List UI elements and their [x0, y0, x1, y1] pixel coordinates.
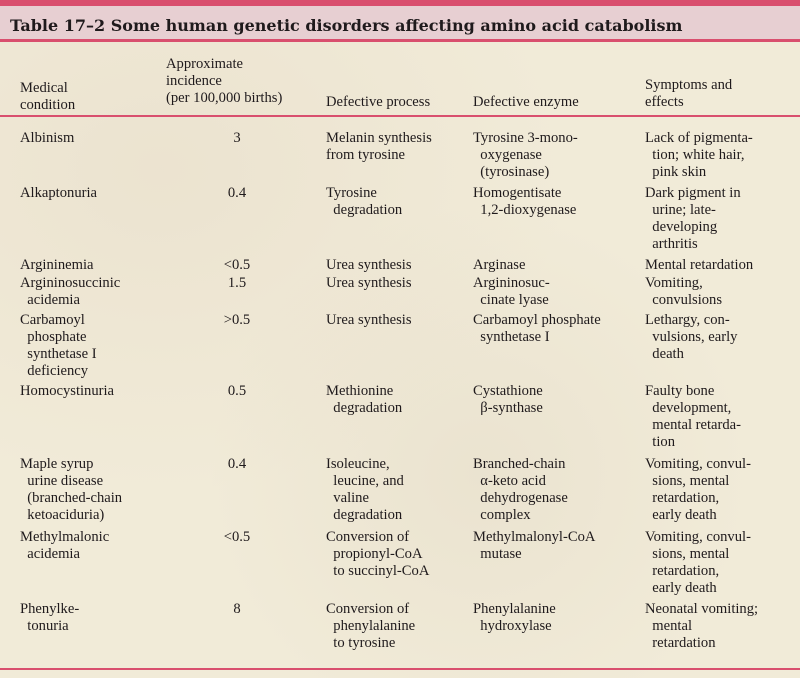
cell-enzyme: Argininosuc- cinate lyase	[473, 275, 550, 308]
cell-enzyme: Methylmalonyl-CoA mutase	[473, 529, 596, 562]
cell-condition: Argininemia	[20, 257, 94, 273]
cell-process: Conversion of phenylalanine to tyrosine	[326, 601, 416, 651]
cell-incidence: 1.5	[227, 275, 247, 291]
cell-condition: Phenylke- tonuria	[20, 601, 80, 634]
cell-process: Conversion of propionyl-CoA to succinyl-CoA	[326, 529, 430, 579]
cell-condition: Carbamoyl phosphate synthetase I deficiency	[20, 312, 97, 379]
cell-process: Urea synthesis	[326, 275, 412, 291]
cell-symptoms: Vomiting, convulsions	[645, 275, 723, 308]
cell-process: Methionine degradation	[326, 383, 403, 416]
cell-symptoms: Mental retardation	[645, 257, 754, 273]
header-defective-process: Defective process	[326, 94, 431, 110]
cell-process: Melanin synthesis from tyrosine	[326, 130, 432, 163]
cell-process: Isoleucine, leucine, and valine degradation	[326, 456, 404, 523]
header-symptoms-effects: Symptoms and effects	[645, 77, 733, 110]
cell-enzyme: Homogentisate 1,2-dioxygenase	[473, 185, 577, 218]
header-approximate-incidence: Approximate incidence (per 100,000 births)	[166, 56, 283, 106]
cell-enzyme: Arginase	[473, 257, 526, 273]
cell-incidence: 8	[233, 601, 241, 617]
cell-enzyme: Tyrosine 3-mono- oxygenase (tyrosinase)	[473, 130, 578, 180]
cell-symptoms: Dark pigment in urine; late- developing arthritis	[645, 185, 741, 252]
header-rule	[0, 115, 800, 117]
cell-condition: Albinism	[20, 130, 75, 146]
cell-incidence: 0.5	[227, 383, 247, 399]
cell-symptoms: Lack of pigmenta- tion; white hair, pink skin	[645, 130, 753, 180]
cell-condition: Methylmalonic acidemia	[20, 529, 110, 562]
cell-incidence: 0.4	[227, 456, 247, 472]
cell-process: Tyrosine degradation	[326, 185, 403, 218]
cell-incidence: <0.5	[223, 257, 251, 273]
cell-condition: Argininosuccinic acidemia	[20, 275, 121, 308]
cell-symptoms: Neonatal vomiting; mental retardation	[645, 601, 759, 651]
cell-enzyme: Cystathione β-synthase	[473, 383, 543, 416]
cell-enzyme: Branched-chain α-keto acid dehydrogenase complex	[473, 456, 568, 523]
header-defective-enzyme: Defective enzyme	[473, 94, 579, 110]
cell-symptoms: Lethargy, con- vulsions, early death	[645, 312, 738, 362]
cell-condition: Maple syrup urine disease (branched-chain ketoaciduria)	[20, 456, 123, 523]
cell-symptoms: Faulty bone development, mental retarda- tion	[645, 383, 742, 450]
title-bar	[0, 6, 800, 42]
cell-condition: Alkaptonuria	[20, 185, 98, 201]
bottom-rule	[0, 668, 800, 670]
table-title: Table 17–2 Some human genetic disorders affecting amino acid catabolism	[10, 16, 683, 35]
cell-process: Urea synthesis	[326, 312, 412, 328]
cell-enzyme: Phenylalanine hydroxylase	[473, 601, 556, 634]
cell-incidence: <0.5	[223, 529, 251, 545]
cell-symptoms: Vomiting, convul- sions, mental retardation, early death	[645, 529, 751, 596]
cell-enzyme: Carbamoyl phosphate synthetase I	[473, 312, 601, 345]
cell-symptoms: Vomiting, convul- sions, mental retardation, early death	[645, 456, 751, 523]
cell-process: Urea synthesis	[326, 257, 412, 273]
cell-condition: Homocystinuria	[20, 383, 115, 399]
cell-incidence: 3	[233, 130, 241, 146]
header-medical-condition: Medical condition	[20, 80, 76, 113]
cell-incidence: 0.4	[227, 185, 247, 201]
cell-incidence: >0.5	[223, 312, 251, 328]
